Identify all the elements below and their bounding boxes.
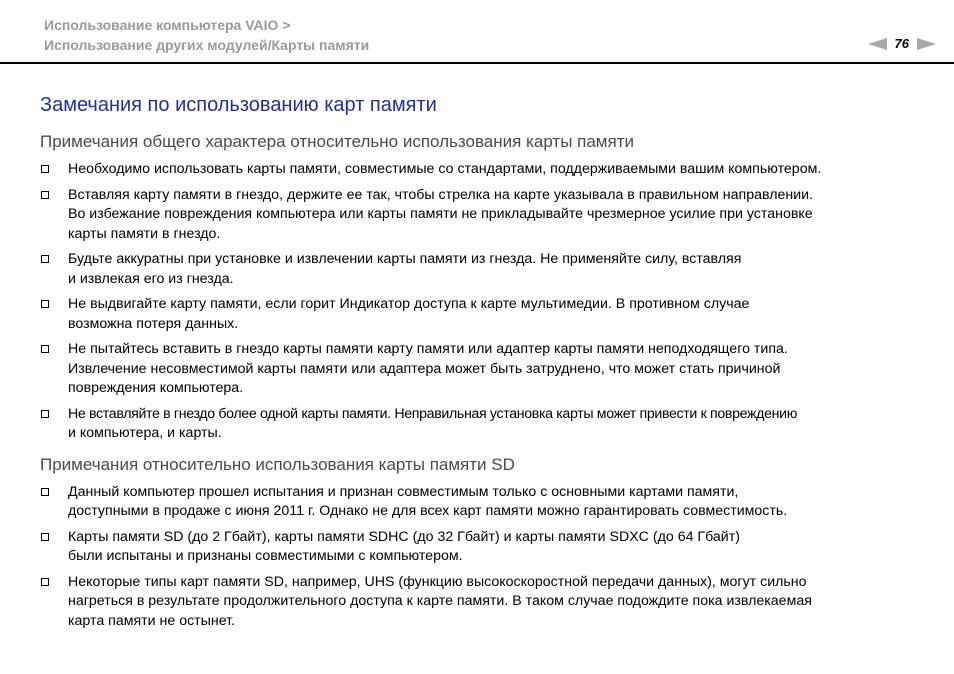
item-line: Будьте аккуратны при установке и извлечении карты памяти из гнезда. Не применяйте силу, вставляя	[68, 251, 742, 267]
list-item	[40, 250, 920, 289]
item-line: нагреться в результате продолжительного доступа к карте памяти. В таком случае подождите пока извлекаемая	[68, 593, 812, 609]
item-line: повреждения компьютера.	[68, 380, 244, 396]
item-line: и извлекая его из гнезда.	[68, 270, 234, 287]
checkbox-bullet-icon	[41, 191, 49, 199]
item-line: Не пытайтесь вставить в гнездо карты памяти карту памяти или адаптер карты памяти неподходящего типа.	[68, 341, 788, 357]
checkbox-bullet-icon	[41, 488, 49, 496]
checkbox-bullet-icon	[41, 578, 49, 586]
item-line: Не вставляйте в гнездо более одной карты памяти. Неправильная установка карты может привести к повреждению	[68, 405, 797, 422]
item-line: Необходимо использовать карты памяти, совместимые со стандартами, поддерживаемыми вашим компьютером.	[68, 161, 822, 177]
item-line: Данный компьютер прошел испытания и признан совместимым только с основными картами памяти,	[68, 483, 739, 500]
list-item	[40, 528, 920, 567]
list-item	[40, 483, 920, 522]
page-navigation	[868, 36, 936, 52]
page-content	[40, 92, 920, 637]
checkbox-bullet-icon	[41, 345, 49, 353]
item-line: были испытаны и признаны совместимыми с компьютером.	[68, 548, 463, 564]
list-item	[40, 340, 920, 399]
item-line: карты памяти в гнездо.	[68, 225, 221, 242]
previous-page-arrow-icon[interactable]	[868, 38, 887, 50]
item-line: возможна потеря данных.	[68, 315, 239, 332]
next-page-arrow-icon[interactable]	[917, 38, 936, 50]
checkbox-bullet-icon	[41, 165, 49, 173]
list-item	[40, 186, 920, 245]
item-line: Извлечение несовместимой карты памяти или адаптера может быть затруднено, что может стать причиной	[68, 360, 781, 377]
item-line: Вставляя карту памяти в гнездо, держите ее так, чтобы стрелка на карте указывала в правильном направлении.	[68, 186, 813, 203]
page-title: Замечания по использованию карт памяти	[40, 94, 437, 116]
item-line: Во избежание повреждения компьютера или карты памяти не прикладывайте чрезмерное усилие при установке	[68, 206, 813, 222]
checkbox-bullet-icon	[41, 410, 49, 418]
section-general-title: Примечания общего характера относительно использования карты памяти	[40, 132, 634, 151]
breadcrumb-line-2[interactable]: Использование других модулей/Карты памяти	[44, 37, 370, 53]
list-item	[40, 160, 920, 180]
general-notes-list	[40, 160, 920, 444]
checkbox-bullet-icon	[41, 255, 49, 263]
item-line: Не выдвигайте карту памяти, если горит Индикатор доступа к карте мультимедии. В противном случае	[68, 296, 750, 312]
breadcrumb-line-1[interactable]: Использование компьютера VAIO >	[44, 17, 291, 33]
header-divider	[0, 62, 954, 64]
page-number: 76	[894, 36, 909, 51]
sd-notes-list	[40, 483, 920, 632]
item-line: доступными в продаже с июня 2011 г. Однако не для всех карт памяти можно гарантировать совместимость.	[68, 503, 788, 519]
checkbox-bullet-icon	[41, 533, 49, 541]
checkbox-bullet-icon	[41, 300, 49, 308]
page-header	[0, 0, 954, 64]
list-item	[40, 295, 920, 334]
item-line: Некоторые типы карт памяти SD, например, UHS (функцию высокоскоростной передачи данных), могут сильно	[68, 573, 807, 590]
item-line: Карты памяти SD (до 2 Гбайт), карты памяти SDHC (до 32 Гбайт) и карты памяти SDXC (до 64 Гбайт)	[68, 528, 740, 545]
list-item	[40, 405, 920, 444]
item-line: и компьютера, и карты.	[68, 425, 222, 441]
item-line: карта памяти не остынет.	[68, 612, 235, 629]
list-item	[40, 573, 920, 632]
section-sd-title: Примечания относительно использования карты памяти SD	[40, 454, 515, 474]
